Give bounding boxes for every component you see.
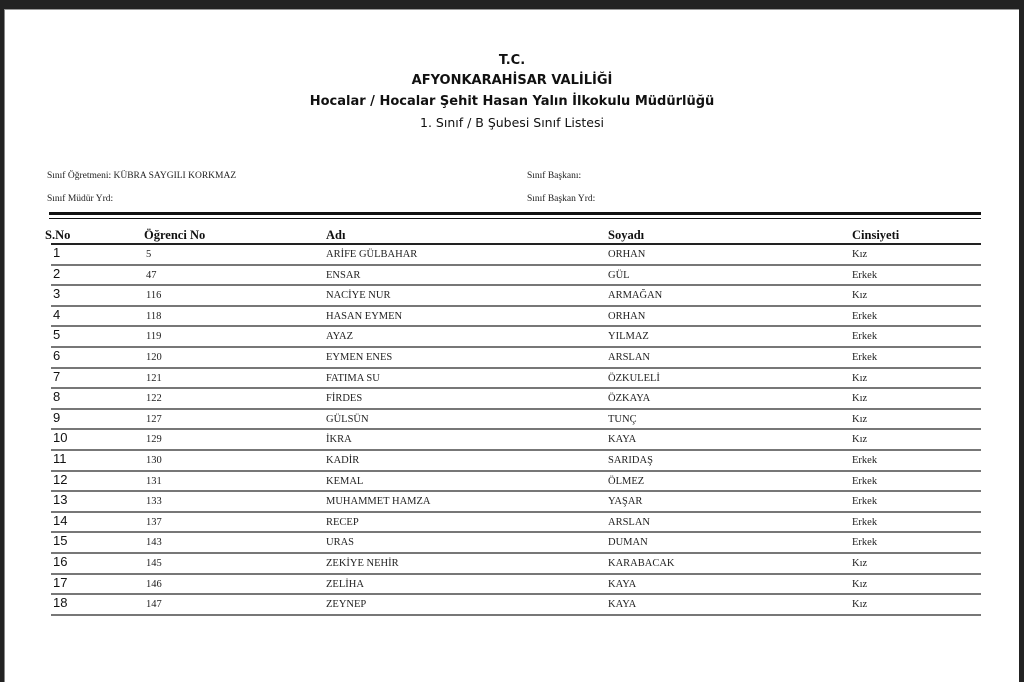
row-divider xyxy=(51,614,981,616)
row-gender: Erkek xyxy=(852,352,878,363)
row-student-no: 145 xyxy=(146,558,162,569)
row-surname: ARMAĞAN xyxy=(608,290,663,302)
row-student-no: 137 xyxy=(146,516,162,528)
row-gender: Kız xyxy=(852,558,868,569)
row-student-no: 120 xyxy=(146,352,162,363)
row-student-no: 146 xyxy=(146,578,162,590)
row-sno: 4 xyxy=(53,306,61,322)
row-sno: 11 xyxy=(53,451,67,466)
row-divider xyxy=(51,305,981,307)
row-divider xyxy=(51,325,981,327)
row-gender: Kız xyxy=(852,393,868,405)
row-student-no: 47 xyxy=(146,269,157,281)
row-surname: ÖZKAYA xyxy=(608,393,651,405)
row-divider xyxy=(51,552,981,554)
column-header-sno: S.No xyxy=(45,228,71,242)
row-sno: 15 xyxy=(53,533,68,549)
row-name: AYAZ xyxy=(326,331,354,343)
row-student-no: 116 xyxy=(146,290,162,302)
row-gender: Erkek xyxy=(852,516,878,528)
row-surname: TUNÇ xyxy=(608,413,637,425)
row-name: RECEP xyxy=(326,516,359,528)
row-gender: Kız xyxy=(852,578,868,590)
row-name: İKRA xyxy=(326,434,352,446)
row-name: MUHAMMET HAMZA xyxy=(326,496,431,508)
row-sno: 8 xyxy=(53,389,61,405)
row-gender: Kız xyxy=(852,290,868,302)
row-surname: ÖLMEZ xyxy=(608,475,645,487)
row-gender: Kız xyxy=(852,413,868,425)
row-surname: KAYA xyxy=(608,434,637,446)
row-gender: Kız xyxy=(852,249,868,260)
row-sno: 17 xyxy=(53,574,68,590)
row-surname: ÖZKULELİ xyxy=(608,372,660,384)
row-divider xyxy=(51,531,981,533)
row-gender: Erkek xyxy=(852,269,878,281)
row-surname: KAYA xyxy=(608,578,637,590)
row-surname: GÜL xyxy=(608,269,630,281)
row-name: ARİFE GÜLBAHAR xyxy=(326,249,418,260)
row-student-no: 129 xyxy=(146,434,162,446)
row-sno: 9 xyxy=(53,409,61,425)
row-divider xyxy=(51,449,981,451)
row-name: EYMEN ENES xyxy=(326,352,393,363)
row-sno: 1 xyxy=(53,245,61,260)
row-name: ZEYNEP xyxy=(326,599,367,611)
row-sno: 3 xyxy=(53,286,61,302)
class-president: Sınıf Başkanı: xyxy=(527,171,582,181)
row-name: ZEKİYE NEHİR xyxy=(326,558,399,569)
row-divider xyxy=(51,428,981,430)
row-divider xyxy=(51,387,981,389)
row-divider xyxy=(51,470,981,472)
row-sno: 16 xyxy=(53,554,68,569)
row-name: URAS xyxy=(326,537,355,549)
header-class-list-title: 1. Sınıf / B Şubesi Sınıf Listesi xyxy=(420,115,604,130)
column-header-surname: Soyadı xyxy=(608,228,645,242)
row-surname: ARSLAN xyxy=(608,516,651,528)
row-gender: Kız xyxy=(852,434,868,446)
row-name: FİRDES xyxy=(326,393,363,405)
divider-thin xyxy=(49,218,981,219)
column-header-gender: Cinsiyeti xyxy=(852,228,900,242)
row-name: HASAN EYMEN xyxy=(326,310,403,322)
header-tc: T.C. xyxy=(498,53,526,68)
row-surname: DUMAN xyxy=(608,537,648,549)
row-student-no: 127 xyxy=(146,413,162,425)
row-gender: Erkek xyxy=(852,455,878,466)
row-student-no: 118 xyxy=(146,310,162,322)
row-divider xyxy=(51,346,981,348)
row-sno: 2 xyxy=(53,265,61,281)
row-gender: Erkek xyxy=(852,310,878,322)
row-surname: ARSLAN xyxy=(608,352,651,363)
row-divider xyxy=(51,490,981,492)
row-student-no: 5 xyxy=(146,249,152,260)
class-vice-president: Sınıf Başkan Yrd: xyxy=(527,194,596,204)
row-sno: 12 xyxy=(53,471,68,487)
row-divider xyxy=(51,243,981,245)
row-student-no: 122 xyxy=(146,393,162,405)
row-gender: Kız xyxy=(852,372,868,384)
row-name: FATIMA SU xyxy=(326,372,380,384)
row-sno: 7 xyxy=(53,368,61,384)
row-surname: KARABACAK xyxy=(608,558,675,569)
row-divider xyxy=(51,573,981,575)
row-student-no: 119 xyxy=(146,331,162,343)
row-name: GÜLSÜN xyxy=(326,413,369,425)
row-student-no: 131 xyxy=(146,475,162,487)
row-student-no: 147 xyxy=(146,599,162,611)
row-surname: SARIDAŞ xyxy=(608,455,653,466)
row-divider xyxy=(51,593,981,595)
row-surname: ORHAN xyxy=(608,310,646,322)
row-sno: 5 xyxy=(53,327,61,343)
row-surname: KAYA xyxy=(608,599,637,611)
row-gender: Erkek xyxy=(852,475,878,487)
row-divider xyxy=(51,284,981,286)
header-governorship: AFYONKARAHİSAR VALİLİĞİ xyxy=(411,73,613,88)
row-student-no: 143 xyxy=(146,537,162,549)
class-teacher: Sınıf Öğretmeni: KÜBRA SAYGILI KORKMAZ xyxy=(47,171,237,181)
row-divider xyxy=(51,367,981,369)
row-divider xyxy=(51,408,981,410)
row-sno: 14 xyxy=(53,512,68,528)
row-name: ZELİHA xyxy=(326,578,364,590)
row-student-no: 130 xyxy=(146,455,162,466)
row-sno: 6 xyxy=(53,348,61,363)
divider-thick xyxy=(49,212,981,215)
row-name: NACİYE NUR xyxy=(326,290,391,302)
row-divider xyxy=(51,264,981,266)
row-surname: YILMAZ xyxy=(608,331,649,343)
header-school: Hocalar / Hocalar Şehit Hasan Yalın İlkokulu Müdürlüğü xyxy=(309,94,715,109)
row-gender: Erkek xyxy=(852,537,878,549)
column-header-name: Adı xyxy=(326,228,346,242)
row-divider xyxy=(51,511,981,513)
row-sno: 13 xyxy=(53,492,68,508)
row-gender: Erkek xyxy=(852,331,878,343)
vice-principal: Sınıf Müdür Yrd: xyxy=(47,194,114,204)
row-gender: Erkek xyxy=(852,496,878,508)
document-page xyxy=(4,9,1019,682)
row-name: KADİR xyxy=(326,455,360,466)
row-surname: YAŞAR xyxy=(608,496,643,508)
column-header-student-no: Öğrenci No xyxy=(144,228,206,242)
row-sno: 10 xyxy=(53,430,68,446)
row-student-no: 121 xyxy=(146,372,162,384)
row-sno: 18 xyxy=(53,595,68,611)
row-student-no: 133 xyxy=(146,496,162,508)
row-surname: ORHAN xyxy=(608,249,646,260)
row-name: KEMAL xyxy=(326,475,364,487)
row-gender: Kız xyxy=(852,599,868,611)
row-name: ENSAR xyxy=(326,269,361,281)
